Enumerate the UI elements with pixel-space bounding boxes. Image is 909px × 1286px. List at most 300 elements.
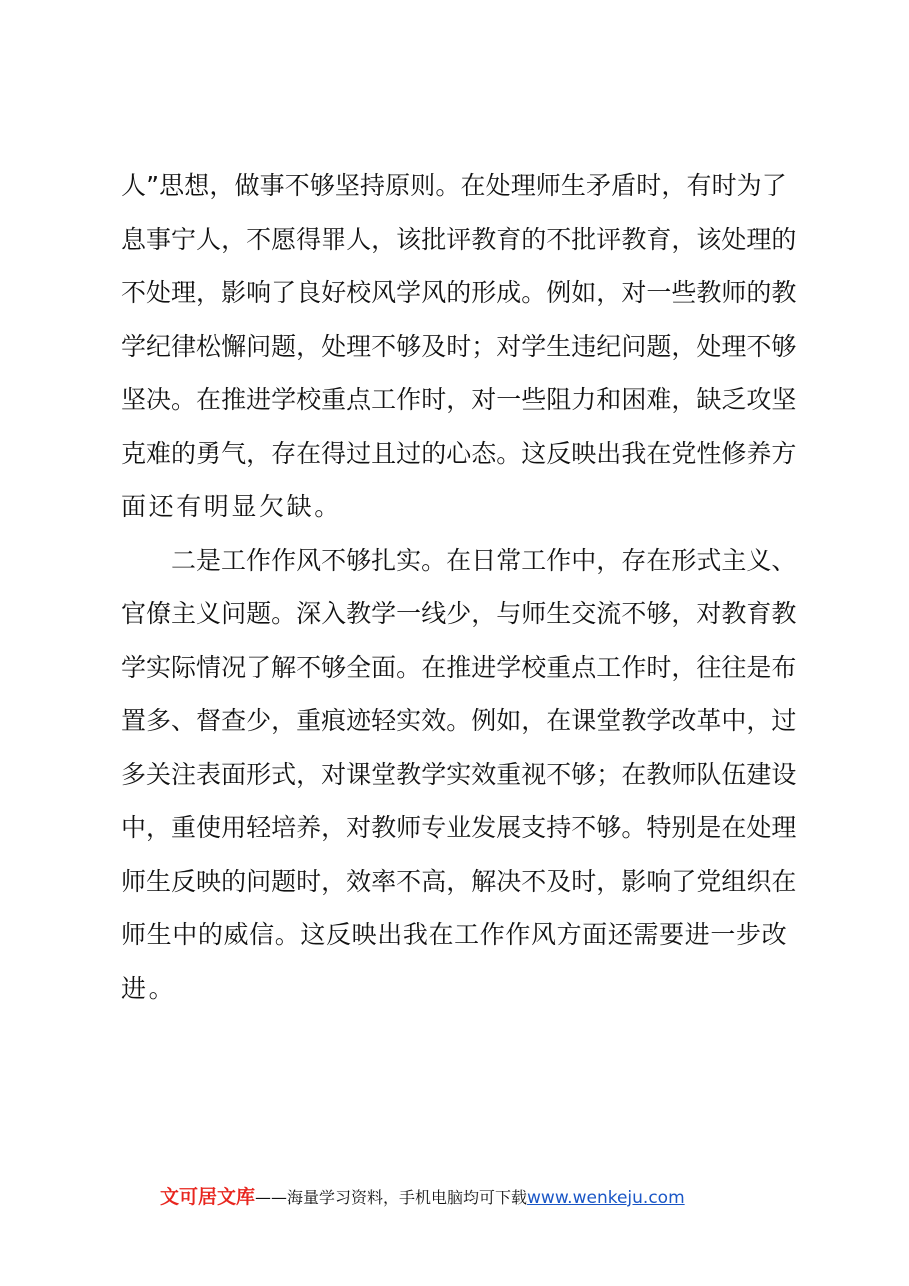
text-char: 及 (546, 866, 572, 896)
text-char: 校 (346, 278, 372, 307)
text-char: 生 (546, 331, 572, 361)
footer-tagline: ——海量学习资料，手机电脑均可下载 (255, 1188, 528, 1207)
text-char: 队 (696, 759, 722, 789)
text-char: 如 (571, 278, 597, 307)
text-char: 表 (196, 759, 222, 789)
text-char: 效 (346, 866, 372, 896)
text-line (121, 534, 797, 588)
text-char: 处 (746, 813, 772, 842)
text-char: 教 (621, 706, 647, 735)
footer-banner (160, 1183, 685, 1211)
text-char: 教 (771, 278, 797, 307)
text-char: 在 (546, 706, 572, 735)
text-char: 过 (396, 438, 422, 468)
text-char: 业 (446, 813, 472, 842)
text-char: 。 (435, 171, 461, 200)
text-char: 多 (146, 706, 172, 735)
text-char: 例 (546, 278, 572, 307)
text-char: 情 (196, 652, 222, 682)
text-char: 交 (571, 599, 597, 628)
text-char: 改 (761, 920, 787, 949)
text-char: 织 (746, 866, 772, 896)
text-char: 工 (521, 545, 547, 575)
text-char: 作 (546, 545, 572, 575)
text-char: 扎 (371, 545, 397, 575)
text-char: 纪 (596, 331, 622, 361)
footer-brand: 文可居文库 (160, 1186, 256, 1208)
text-char: 师 (121, 920, 147, 949)
text-char: 。 (421, 545, 447, 575)
text-char: 点 (571, 652, 597, 682)
text-char: 心 (446, 438, 472, 468)
text-char: 全 (346, 652, 372, 682)
text-line (121, 373, 797, 427)
text-char: ， (671, 385, 697, 414)
text-char: 少 (246, 706, 272, 735)
text-char: 的 (521, 224, 547, 254)
text-char: 得 (296, 224, 322, 254)
text-char: 学 (271, 385, 297, 414)
text-char: 一 (496, 385, 522, 414)
text-char: 堂 (371, 759, 397, 789)
text-char: 义 (196, 599, 222, 628)
text-char: 处 (485, 171, 511, 200)
text-char: ， (671, 599, 697, 628)
text-char: 实 (396, 545, 422, 575)
text-char: 一 (396, 599, 422, 628)
text-char: 问 (221, 599, 247, 628)
text-char: ， (521, 706, 547, 735)
text-char: 校 (521, 652, 547, 682)
text-char: 育 (746, 599, 772, 628)
text-char: 育 (646, 224, 672, 254)
text-char: 工 (454, 920, 480, 949)
text-char: 教 (771, 599, 797, 628)
text-char: 督 (196, 706, 222, 735)
text-char: 映 (196, 866, 222, 896)
text-char: 信 (249, 920, 275, 949)
text-char: 、 (771, 545, 797, 575)
text-char: 够 (771, 331, 797, 361)
text-char: 处 (321, 331, 347, 361)
text-char: 形 (471, 278, 497, 307)
text-char: 作 (505, 920, 531, 949)
text-char: 困 (621, 385, 647, 414)
text-char: 懈 (221, 331, 247, 361)
text-char: 建 (746, 759, 772, 789)
text-char: 在 (446, 545, 472, 575)
text-char: 革 (696, 706, 722, 735)
text-char: 形 (671, 545, 697, 575)
text-char: 不 (371, 331, 397, 361)
text-char: 实 (446, 759, 472, 789)
text-line: 面还有明显欠缺。 (121, 492, 342, 521)
text-char: 盾 (611, 171, 637, 200)
text-char: 不 (746, 331, 772, 361)
text-char: 息 (121, 224, 147, 254)
text-char: 的 (746, 278, 772, 307)
text-char: 教 (371, 813, 397, 842)
text-char: 在 (721, 813, 747, 842)
text-char: 组 (721, 866, 747, 896)
paragraph-1 (121, 159, 797, 534)
text-char: 步 (736, 920, 762, 949)
text-line: 进。 (121, 973, 177, 1003)
text-char: 师 (121, 866, 147, 896)
text-char: 过 (346, 438, 372, 468)
text-char: 风 (371, 278, 397, 307)
text-char: 这 (521, 438, 547, 468)
text-char: 罪 (321, 224, 347, 254)
text-char: ， (146, 813, 172, 842)
text-char: 存 (271, 438, 297, 468)
text-char: 推 (446, 652, 472, 682)
text-char: 生 (546, 599, 572, 628)
text-char: 态 (471, 438, 497, 468)
text-char: 师 (521, 599, 547, 628)
text-char: 形 (246, 759, 272, 789)
text-char: 。 (171, 385, 197, 414)
text-char: 评 (446, 224, 472, 254)
text-char: 问 (246, 866, 272, 896)
text-char: 僚 (146, 599, 172, 628)
text-char: ， (671, 652, 697, 682)
text-char: 还 (607, 920, 633, 949)
text-char: 不 (284, 171, 310, 200)
text-char: 在 (460, 171, 486, 200)
text-char: 推 (221, 385, 247, 414)
text-char: 。 (274, 920, 300, 949)
text-char: 使 (196, 813, 222, 842)
text-char: 线 (421, 599, 447, 628)
text-char: 视 (521, 759, 547, 789)
text-char: 用 (221, 813, 247, 842)
text-char: 我 (402, 920, 428, 949)
text-char: 重 (496, 759, 522, 789)
text-char: ， (371, 224, 397, 254)
text-char: 。 (621, 813, 647, 842)
text-char: 在 (771, 866, 797, 896)
text-char: ， (596, 545, 622, 575)
text-line (121, 908, 787, 962)
text-char: 得 (321, 438, 347, 468)
text-char: 往 (721, 652, 747, 682)
text-char: 松 (196, 331, 222, 361)
text-char: 师 (671, 759, 697, 789)
text-char: 。 (521, 278, 547, 307)
text-char: 映 (351, 920, 377, 949)
text-char: 少 (446, 599, 472, 628)
text-char: 攻 (746, 385, 772, 414)
text-char: 。 (271, 599, 297, 628)
text-char: 理 (346, 331, 372, 361)
text-char: 理 (771, 813, 797, 842)
text-char: 做 (234, 171, 260, 200)
text-char: 解 (471, 866, 497, 896)
text-char: 学 (121, 652, 147, 682)
text-char: 存 (621, 545, 647, 575)
text-char: 在 (421, 652, 447, 682)
text-char: 教 (471, 224, 497, 254)
text-char: 有 (686, 171, 712, 200)
text-char: 对 (471, 385, 497, 414)
text-char: 置 (121, 706, 147, 735)
text-char: 影 (621, 866, 647, 896)
text-char: 不 (521, 866, 547, 896)
text-char: 解 (271, 652, 297, 682)
text-char: 时 (571, 866, 597, 896)
text-char: 效 (471, 759, 497, 789)
text-char: 对 (346, 813, 372, 842)
text-char: ， (246, 438, 272, 468)
text-char: 是 (746, 652, 772, 682)
text-char: 多 (121, 759, 147, 789)
text-char: 生 (146, 920, 172, 949)
text-char: 难 (646, 385, 672, 414)
text-char: 不 (396, 866, 422, 896)
text-char: ， (596, 866, 622, 896)
text-char: 违 (571, 331, 597, 361)
text-char: 理 (721, 331, 747, 361)
text-char: ， (671, 331, 697, 361)
text-line (121, 159, 787, 213)
text-char: 该 (396, 224, 422, 254)
text-char: 重 (546, 652, 572, 682)
text-char: ， (271, 706, 297, 735)
text-char: 面 (221, 759, 247, 789)
text-char: 修 (721, 438, 747, 468)
text-char: 够 (571, 759, 597, 789)
text-char: 工 (371, 385, 397, 414)
text-char: 理 (746, 224, 772, 254)
text-char: 阻 (546, 385, 572, 414)
text-char: 难 (146, 438, 172, 468)
text-char: 响 (646, 866, 672, 896)
text-char: 持 (546, 813, 572, 842)
text-char: ； (596, 759, 622, 789)
text-char: 够 (396, 331, 422, 361)
text-char: 想 (184, 171, 210, 200)
text-char: 且 (371, 438, 397, 468)
text-char: 工 (221, 545, 247, 575)
text-char: 不 (321, 545, 347, 575)
text-char: ， (221, 224, 247, 254)
text-char: 时 (421, 385, 447, 414)
text-char: 了 (671, 866, 697, 896)
text-char: 时 (636, 171, 662, 200)
text-char: 作 (271, 545, 297, 575)
text-char: ， (661, 171, 687, 200)
text-char: 深 (296, 599, 322, 628)
text-char: 坚 (334, 171, 360, 200)
text-char: 够 (346, 545, 372, 575)
text-line (121, 427, 797, 481)
text-char: 进 (246, 385, 272, 414)
text-char: 际 (171, 652, 197, 682)
text-char: 人 (346, 224, 372, 254)
text-char: 风 (421, 278, 447, 307)
text-char: 决 (146, 385, 172, 414)
text-line (121, 587, 797, 641)
text-char: 在 (428, 920, 454, 949)
text-char: 了 (271, 278, 297, 307)
text-char: 轻 (246, 813, 272, 842)
text-char: 一 (710, 920, 736, 949)
text-char: 进 (471, 652, 497, 682)
text-char: 持 (360, 171, 386, 200)
text-char: 不 (571, 813, 597, 842)
text-char: ， (671, 224, 697, 254)
text-char: 入 (321, 599, 347, 628)
text-char: ” (146, 171, 160, 200)
text-char: 在 (196, 385, 222, 414)
text-char: 在 (646, 438, 672, 468)
text-char: 效 (421, 706, 447, 735)
text-char: 养 (746, 438, 772, 468)
text-char: 式 (696, 545, 722, 575)
text-char: 气 (221, 438, 247, 468)
text-char: 轻 (371, 706, 397, 735)
text-char: 理 (510, 171, 536, 200)
text-char: 二 (171, 545, 197, 575)
text-char: 理 (171, 278, 197, 307)
text-char: 为 (736, 171, 762, 200)
text-char: 面 (582, 920, 608, 949)
text-char: ， (596, 278, 622, 307)
text-char: 。 (446, 706, 472, 735)
text-char: 题 (271, 331, 297, 361)
text-char: 决 (496, 866, 522, 896)
text-char: 养 (296, 813, 322, 842)
text-line (121, 801, 797, 855)
text-char: 对 (496, 331, 522, 361)
footer-website-link[interactable]: www.wenkeju.com (527, 1188, 685, 1208)
text-char: 实 (396, 706, 422, 735)
text-char: 支 (521, 813, 547, 842)
text-char: ， (471, 599, 497, 628)
text-char: 实 (146, 652, 172, 682)
text-char: 培 (271, 813, 297, 842)
text-char: 及 (421, 331, 447, 361)
text-char: 愿 (271, 224, 297, 254)
text-char: 时 (646, 652, 672, 682)
text-char: 乏 (721, 385, 747, 414)
text-char: 够 (646, 599, 672, 628)
text-char: 设 (771, 759, 797, 789)
text-char: 痕 (321, 706, 347, 735)
text-char: 高 (421, 866, 447, 896)
text-char: 处 (721, 224, 747, 254)
text-char: 课 (346, 759, 372, 789)
text-char: 在 (646, 545, 672, 575)
text-char: 坚 (771, 385, 797, 414)
text-char: 评 (596, 224, 622, 254)
text-char: 布 (771, 652, 797, 682)
text-char: 主 (721, 545, 747, 575)
text-char: 重 (321, 385, 347, 414)
text-char: 生 (560, 171, 586, 200)
text-char: 问 (246, 331, 272, 361)
text-char: 处 (146, 278, 172, 307)
text-char: ， (446, 385, 472, 414)
text-char: 题 (271, 866, 297, 896)
text-char: 些 (521, 385, 547, 414)
text-char: 中 (121, 813, 147, 842)
text-char: 反 (546, 438, 572, 468)
text-char: 则 (410, 171, 436, 200)
text-char: 事 (259, 171, 285, 200)
text-char: 育 (496, 224, 522, 254)
text-char: 发 (471, 813, 497, 842)
text-char: 进 (684, 920, 710, 949)
text-char: 关 (146, 759, 172, 789)
text-char: 力 (571, 385, 597, 414)
text-char: 教 (396, 759, 422, 789)
text-char: 风 (531, 920, 557, 949)
text-char: 如 (496, 706, 522, 735)
text-char: 堂 (596, 706, 622, 735)
text-char: 常 (496, 545, 522, 575)
text-char: 教 (346, 599, 372, 628)
text-char: 的 (197, 920, 223, 949)
text-char: 一 (646, 278, 672, 307)
text-char: 党 (671, 438, 697, 468)
text-char: 的 (221, 866, 247, 896)
paragraph-2 (121, 534, 797, 1016)
text-char: 工 (596, 652, 622, 682)
text-char: 和 (596, 385, 622, 414)
text-char: 映 (571, 438, 597, 468)
text-char: ， (209, 171, 235, 200)
text-char: ， (296, 759, 322, 789)
text-char: 作 (396, 385, 422, 414)
text-char: 过 (771, 706, 797, 735)
text-char: 缺 (696, 385, 722, 414)
text-char: 方 (556, 920, 582, 949)
text-char: 流 (596, 599, 622, 628)
text-char: 批 (421, 224, 447, 254)
text-char: 够 (309, 171, 335, 200)
text-char: 重 (296, 706, 322, 735)
text-char: 式 (271, 759, 297, 789)
text-char: 学 (396, 278, 422, 307)
text-char: 克 (121, 438, 147, 468)
text-char: 该 (696, 224, 722, 254)
text-line (121, 320, 797, 374)
text-char: 义 (746, 545, 772, 575)
text-char: 中 (721, 706, 747, 735)
text-char: 重 (171, 813, 197, 842)
text-char: 教 (646, 759, 672, 789)
text-char: 学 (496, 652, 522, 682)
text-char: ， (321, 813, 347, 842)
text-line (121, 694, 797, 748)
text-char: 出 (377, 920, 403, 949)
text-char: 中 (571, 545, 597, 575)
text-char: 勇 (196, 438, 222, 468)
text-char: 事 (146, 224, 172, 254)
text-char: 是 (196, 545, 222, 575)
text-char: 面 (371, 652, 397, 682)
text-char: 时 (446, 331, 472, 361)
text-char: 的 (771, 224, 797, 254)
text-char: 是 (696, 813, 722, 842)
text-char: 学 (371, 599, 397, 628)
text-char: 师 (721, 278, 747, 307)
text-char: 思 (159, 171, 185, 200)
text-char: 够 (321, 652, 347, 682)
text-char: 对 (321, 759, 347, 789)
